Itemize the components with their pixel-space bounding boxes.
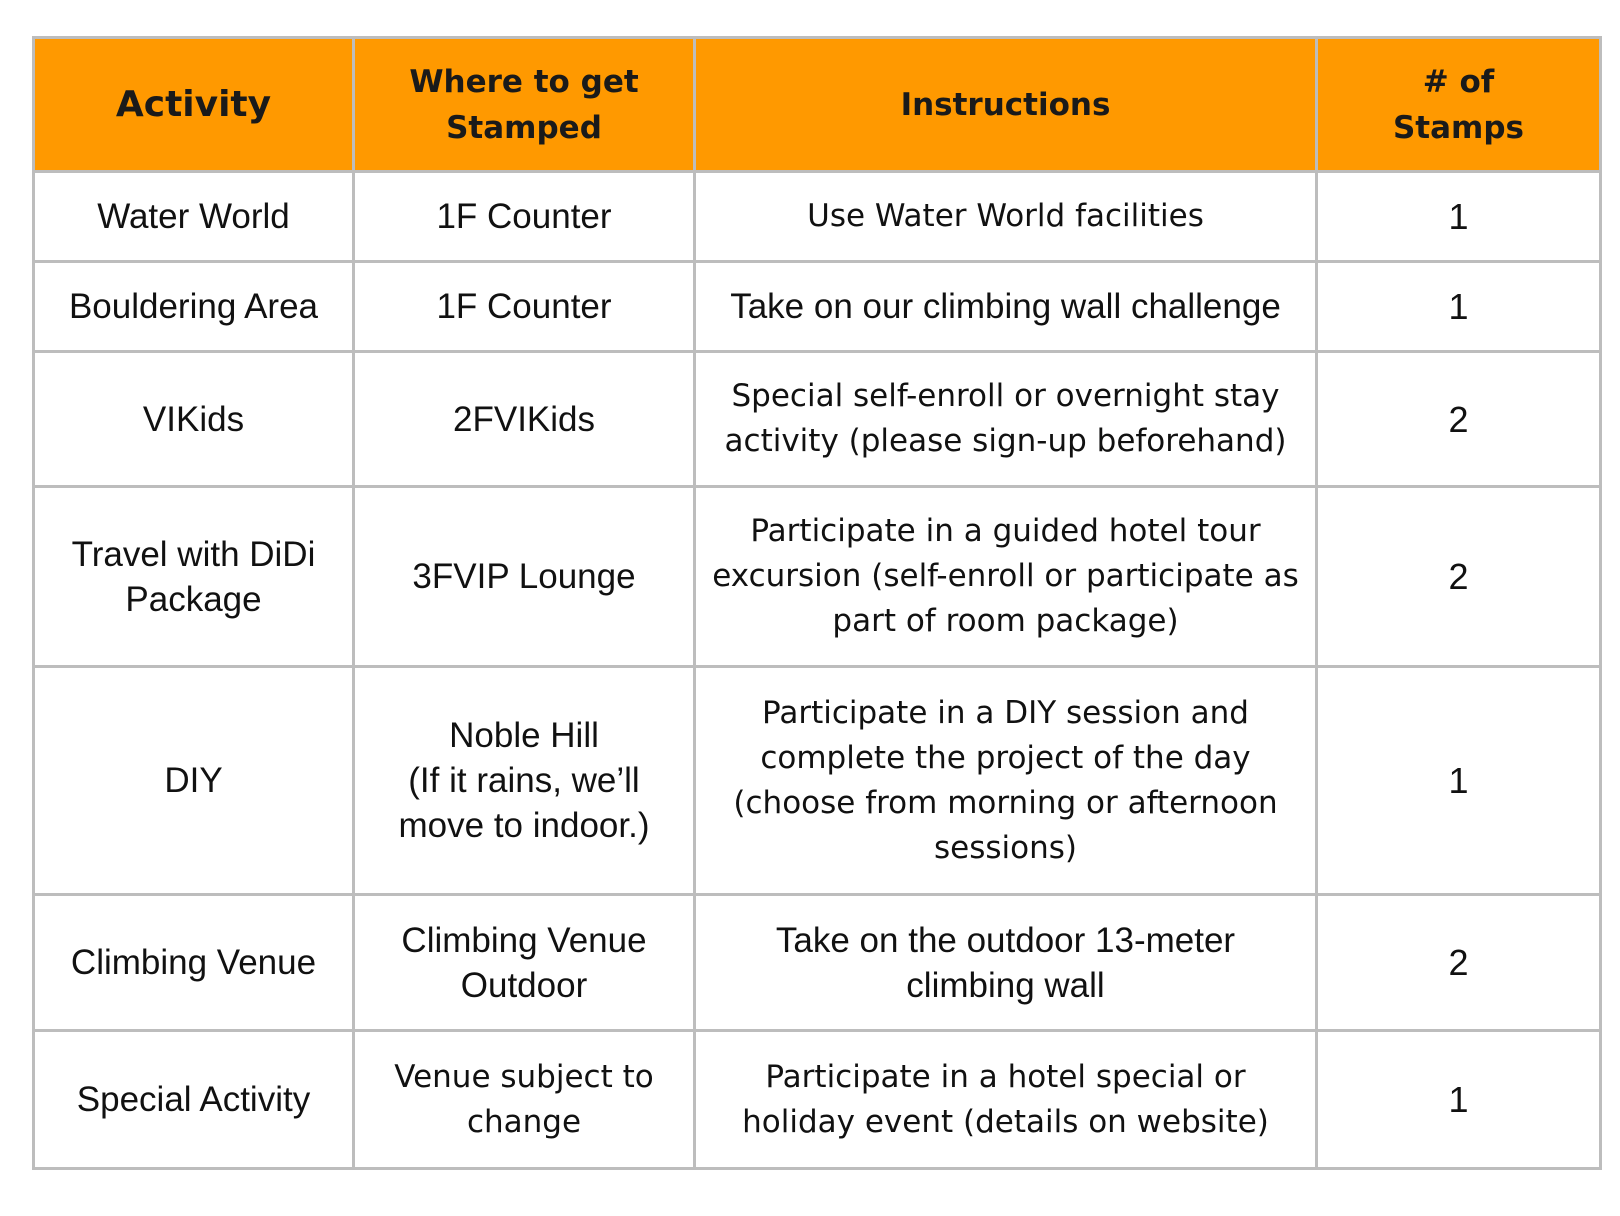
instructions-cell (695, 487, 1317, 667)
where-cell (354, 352, 695, 487)
activity-cell (34, 487, 354, 667)
table-row (34, 172, 1601, 262)
instructions-line: excursion (self-enroll or participate as (712, 558, 1299, 594)
header-where-to-get-stamped (354, 38, 695, 172)
where-line: (If it rains, we’ll (408, 761, 640, 800)
where-line: Climbing Venue (401, 920, 647, 960)
activity-line: Travel with DiDi (71, 534, 316, 574)
header-activity: Activity (34, 38, 354, 172)
where-cell (354, 895, 695, 1031)
activity-line: Bouldering Area (68, 287, 319, 326)
instructions-line: part of room package) (832, 603, 1179, 639)
instructions-line: activity (please sign-up beforehand) (724, 423, 1287, 459)
instructions-cell (695, 262, 1317, 352)
stamps-cell: 1 (1317, 262, 1601, 352)
stamps-cell: 1 (1317, 172, 1601, 262)
stamps-cell: 2 (1317, 487, 1601, 667)
where-cell (354, 262, 695, 352)
header-instructions: Instructions (695, 38, 1317, 172)
stamps-cell: 1 (1317, 667, 1601, 895)
table-row (34, 262, 1601, 352)
where-line: 2FVIKids (453, 399, 595, 439)
stamp-activities-table (32, 36, 1602, 1170)
activity-cell (34, 667, 354, 895)
table-row (34, 1031, 1601, 1169)
instructions-line: Participate in a DIY session and (762, 694, 1249, 731)
where-line: Outdoor (460, 965, 588, 1005)
instructions-cell (695, 352, 1317, 487)
activity-cell (34, 1031, 354, 1169)
table-row (34, 667, 1601, 895)
stamps-cell: 2 (1317, 895, 1601, 1031)
stamps-cell: 2 (1317, 352, 1601, 487)
where-line: 1F Counter (436, 287, 612, 326)
activity-line: Water World (97, 197, 290, 236)
activity-cell (34, 352, 354, 487)
where-cell (354, 487, 695, 667)
instructions-line: Take on our climbing wall challenge (730, 287, 1281, 326)
table-row (34, 487, 1601, 667)
header-row (34, 38, 1601, 172)
instructions-cell (695, 667, 1317, 895)
instructions-line: climbing wall (906, 965, 1105, 1005)
header-stamps-line: Stamps (1392, 109, 1524, 146)
instructions-line: Participate in a hotel special or (765, 1058, 1246, 1095)
where-line: 3FVIP Lounge (412, 557, 636, 596)
where-line: Venue subject to (394, 1058, 654, 1095)
where-cell (354, 667, 695, 895)
activity-line: Package (125, 579, 262, 619)
instructions-cell (695, 1031, 1317, 1169)
where-line: move to indoor.) (398, 806, 650, 845)
activity-line: DIY (164, 761, 223, 800)
activity-line: Climbing Venue (70, 943, 317, 982)
instructions-line: Participate in a guided hotel tour (750, 513, 1261, 549)
activity-cell (34, 895, 354, 1031)
header-stamps-line: # of (1422, 63, 1495, 100)
where-cell (354, 1031, 695, 1169)
activity-cell (34, 172, 354, 262)
instructions-line: Use Water World facilities (807, 198, 1204, 234)
where-line: Noble Hill (449, 716, 599, 755)
instructions-line: complete the project of the day (760, 739, 1251, 776)
header-number-of-stamps (1317, 38, 1601, 172)
instructions-line: (choose from morning or afternoon (733, 784, 1278, 821)
instructions-cell (695, 895, 1317, 1031)
table-row (34, 895, 1601, 1031)
instructions-line: Take on the outdoor 13-meter (775, 920, 1236, 960)
table-row (34, 352, 1601, 487)
instructions-line: sessions) (934, 829, 1077, 866)
where-line: change (466, 1103, 582, 1140)
activity-cell (34, 262, 354, 352)
activity-line: Special Activity (76, 1080, 311, 1119)
where-line: 1F Counter (436, 197, 612, 236)
header-where-line: Where to get (409, 63, 639, 100)
instructions-cell (695, 172, 1317, 262)
instructions-line: holiday event (details on website) (742, 1103, 1269, 1140)
header-where-line: Stamped (446, 109, 602, 146)
activity-line: VIKids (142, 399, 245, 439)
where-cell (354, 172, 695, 262)
stamps-cell: 1 (1317, 1031, 1601, 1169)
instructions-line: Special self-enroll or overnight stay (731, 378, 1280, 414)
